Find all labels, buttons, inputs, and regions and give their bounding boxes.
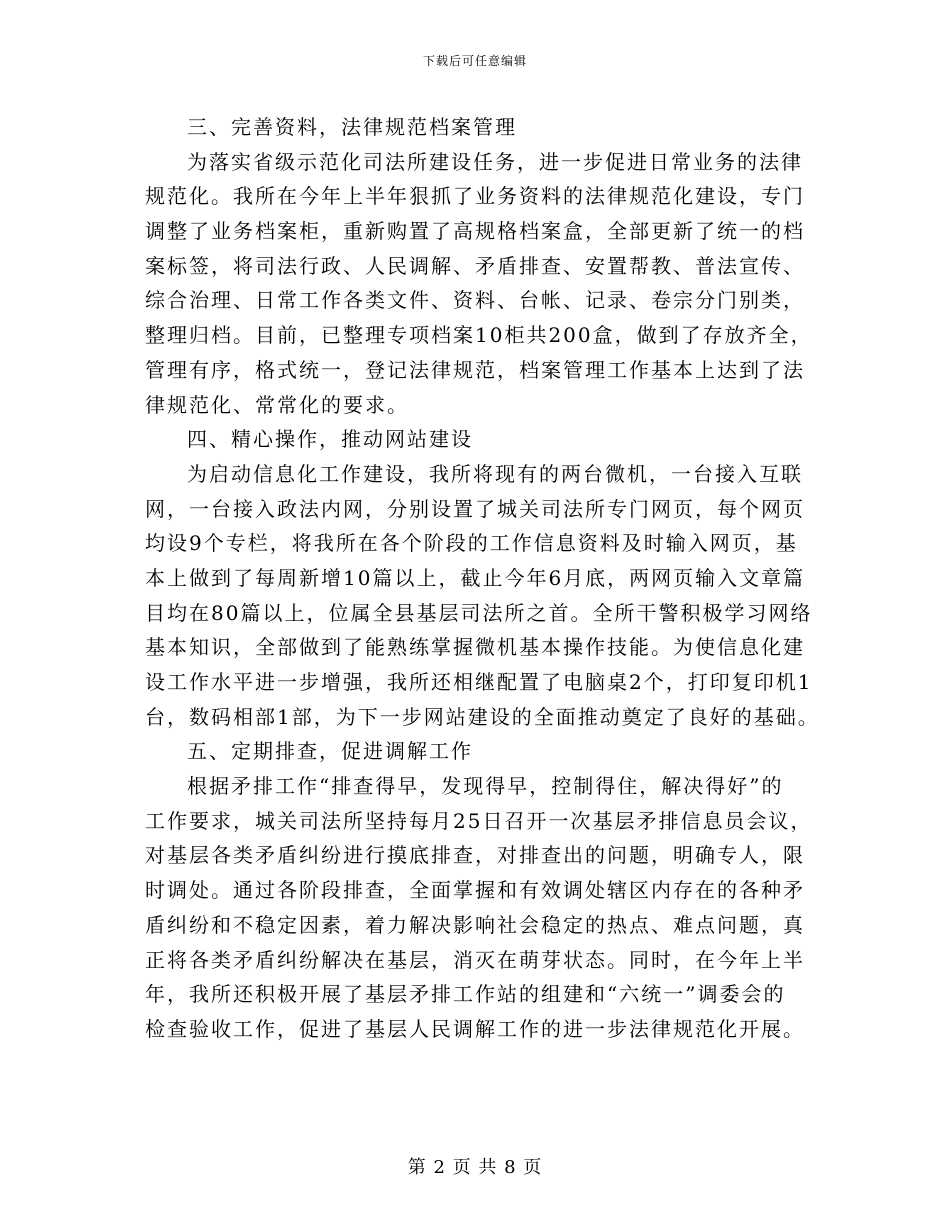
text-line: 设工作水平进一步增强，我所还相继配置了电脑桌2个，打印复印机1: [145, 670, 813, 694]
document-body: [145, 110, 820, 1047]
text-line: 检查验收工作，促进了基层人民调解工作的进一步法律规范化开展。: [145, 1016, 805, 1041]
text-line: 管理有序，格式统一，登记法律规范，档案管理工作基本上达到了法: [145, 357, 805, 382]
page-footer: 第 2 页 共 8 页: [407, 1157, 543, 1178]
paragraph-start-line: 根据矛排工作“排查得早，发现得早，控制得住，解决得好”的: [187, 774, 784, 799]
paragraph-start-line: 为落实省级示范化司法所建设任务，进一步促进日常业务的法律: [187, 149, 803, 174]
text-line: 律规范化、常常化的要求。: [145, 392, 409, 417]
text-line: 案标签，将司法行政、人民调解、矛盾排查、安置帮教、普法宣传、: [145, 253, 805, 278]
text-line: 综合治理、日常工作各类文件、资料、台帐、记录、卷宗分门别类，: [145, 288, 805, 313]
text-line: 网，一台接入政法内网，分别设置了城关司法所专门网页，每个网页: [145, 496, 805, 521]
text-line: 调整了业务档案柜，重新购置了高规格档案盒，全部更新了统一的档: [145, 219, 805, 244]
paragraph-start-line: 三、完善资料，法律规范档案管理: [187, 115, 517, 139]
text-line: 基本知识，全部做到了能熟练掌握微机基本操作技能。为使信息化建: [145, 635, 805, 660]
page-header: 下载后可任意编辑: [422, 54, 527, 68]
text-line: 时调处。通过各阶段排查，全面掌握和有效调处辖区内存在的各种矛: [145, 878, 805, 903]
paragraph-start-line: 为启动信息化工作建设，我所将现有的两台微机，一台接入互联: [187, 461, 803, 486]
text-line: 正将各类矛盾纠纷解决在基层，消灭在萌芽状态。同时，在今年上半: [145, 947, 805, 972]
text-line: 工作要求，城关司法所坚持每月25日召开一次基层矛排信息员会议，: [145, 808, 813, 833]
text-line: 台，数码相部1部，为下一步网站建设的全面推动奠定了良好的基础。: [145, 704, 820, 729]
text-line: 盾纠纷和不稳定因素，着力解决影响社会稳定的热点、难点问题，真: [145, 912, 805, 937]
paragraph-start-line: 五、定期排查，促进调解工作: [187, 739, 473, 764]
text-line: 对基层各类矛盾纠纷进行摸底排查，对排查出的问题，明确专人，限: [145, 843, 805, 868]
text-line: 年，我所还积极开展了基层矛排工作站的组建和“六统一”调委会的: [145, 982, 786, 1007]
paragraph-start-line: 四、精心操作，推动网站建设: [187, 427, 473, 452]
text-line: 规范化。我所在今年上半年狠抓了业务资料的法律规范化建设，专门: [145, 184, 805, 209]
text-line: 本上做到了每周新增10篇以上，截止今年6月底，两网页输入文章篇: [145, 565, 806, 590]
text-line: 目均在80篇以上，位属全县基层司法所之首。全所干警积极学习网络: [145, 600, 813, 625]
text-line: 整理归档。目前，已整理专项档案10柜共200盒，做到了存放齐全，: [145, 323, 813, 348]
text-line: 均设9个专栏，将我所在各个阶段的工作信息资料及时输入网页，基: [145, 531, 798, 556]
